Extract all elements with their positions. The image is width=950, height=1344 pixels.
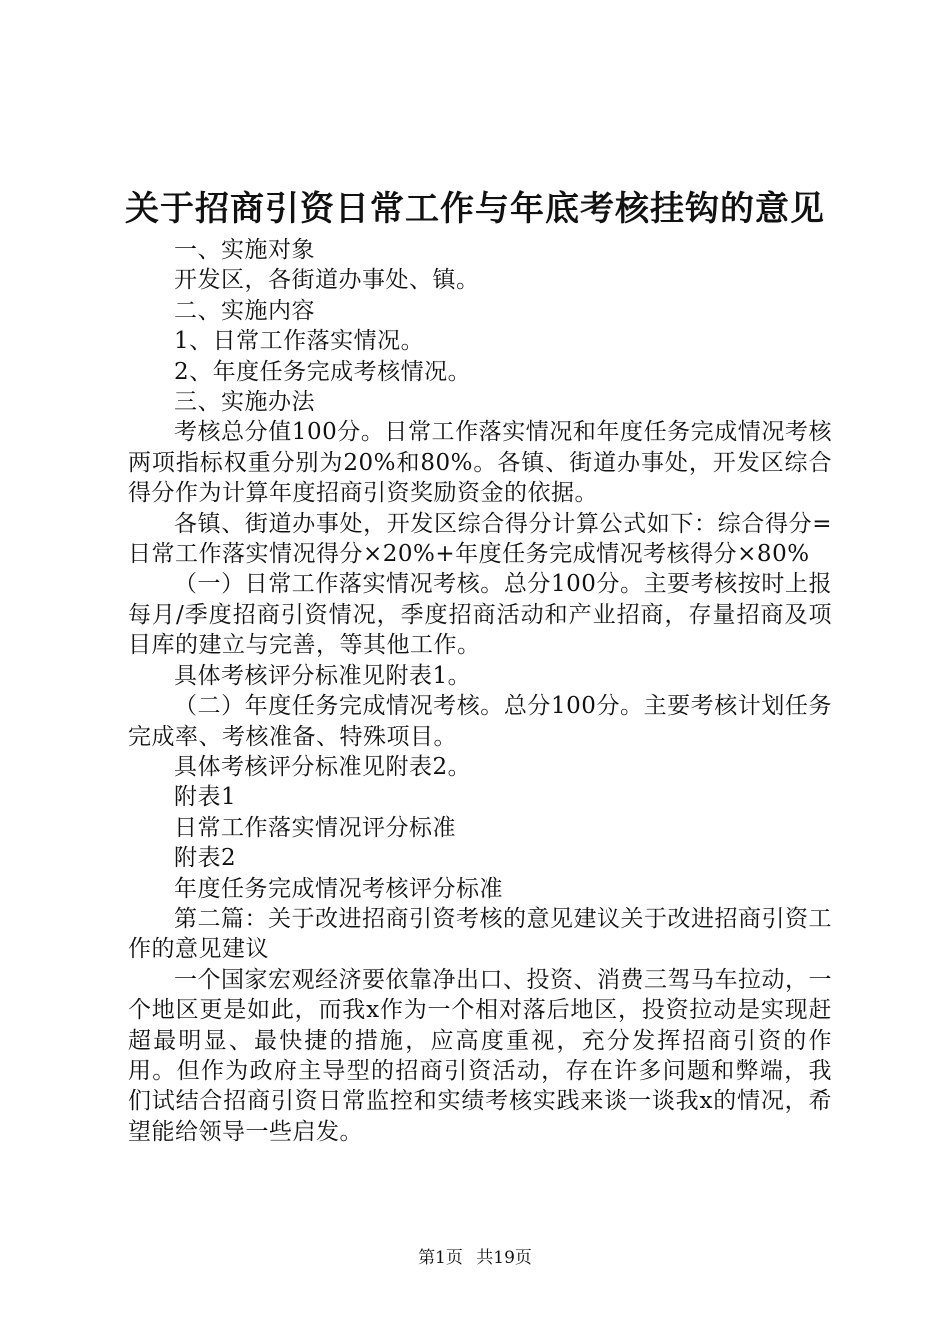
list-item-1: 1、日常工作落实情况。 — [174, 328, 425, 355]
appendix-title-1: 日常工作落实情况评分标准 — [174, 814, 456, 841]
section-heading-3: 三、实施办法 — [174, 389, 315, 416]
page-number: 第1页 — [418, 1248, 463, 1268]
paragraph-2: 考核总分值100分。日常工作落实情况和年度任务完成情况考核两项指标权重分别为20%和80%。各镇、街道办事处，开发区综合得分作为计算年度招商引资奖励资金的依据。 — [128, 419, 832, 507]
chapter-heading-2: 第二篇：关于改进招商引资考核的意见建议关于改进招商引资工作的意见建议 — [128, 905, 832, 963]
paragraph-6: （二）年度任务完成情况考核。总分100分。主要考核计划任务完成率、考核准备、特殊项目。 — [128, 693, 832, 750]
document-body — [128, 235, 832, 1147]
paragraph-3: 各镇、街道办事处，开发区综合得分计算公式如下：综合得分=日常工作落实情况得分×20%+年度任务完成情况考核得分×80% — [128, 510, 832, 568]
paragraph-4: （一）日常工作落实情况考核。总分100分。主要考核按时上报每月/季度招商引资情况，季度招商活动和产业招商，存量招商及项目库的建立与完善，等其他工作。 — [128, 571, 832, 659]
appendix-label-1: 附表1 — [174, 784, 237, 811]
paragraph-8: 一个国家宏观经济要依靠净出口、投资、消费三驾马车拉动，一个地区更是如此，而我x作为一个相对落后地区，投资拉动是实现赶超最明显、最快捷的措施，应高度重视，充分发挥招商引资的作用。但作为政府主导型的招商引资活动，存在许多问题和弊端，我们试结合招商引资日常监控和实绩考核实践来谈一谈我x的情况，希望能给领导一些启发。 — [128, 966, 832, 1145]
appendix-title-2: 年度任务完成情况考核评分标准 — [174, 875, 503, 902]
paragraph-5: 具体考核评分标准见附表1。 — [174, 662, 472, 689]
page-total: 共19页 — [476, 1248, 532, 1268]
section-heading-1: 一、实施对象 — [174, 237, 315, 263]
list-item-2: 2、年度任务完成考核情况。 — [174, 358, 472, 385]
document-title: 关于招商引资日常工作与年底考核挂钩的意见 — [125, 189, 825, 229]
appendix-label-2: 附表2 — [174, 845, 237, 872]
section-heading-2: 二、实施内容 — [174, 297, 315, 324]
paragraph-1: 开发区，各街道办事处、镇。 — [174, 267, 480, 294]
paragraph-7: 具体考核评分标准见附表2。 — [174, 753, 472, 780]
page-footer — [0, 1246, 950, 1270]
